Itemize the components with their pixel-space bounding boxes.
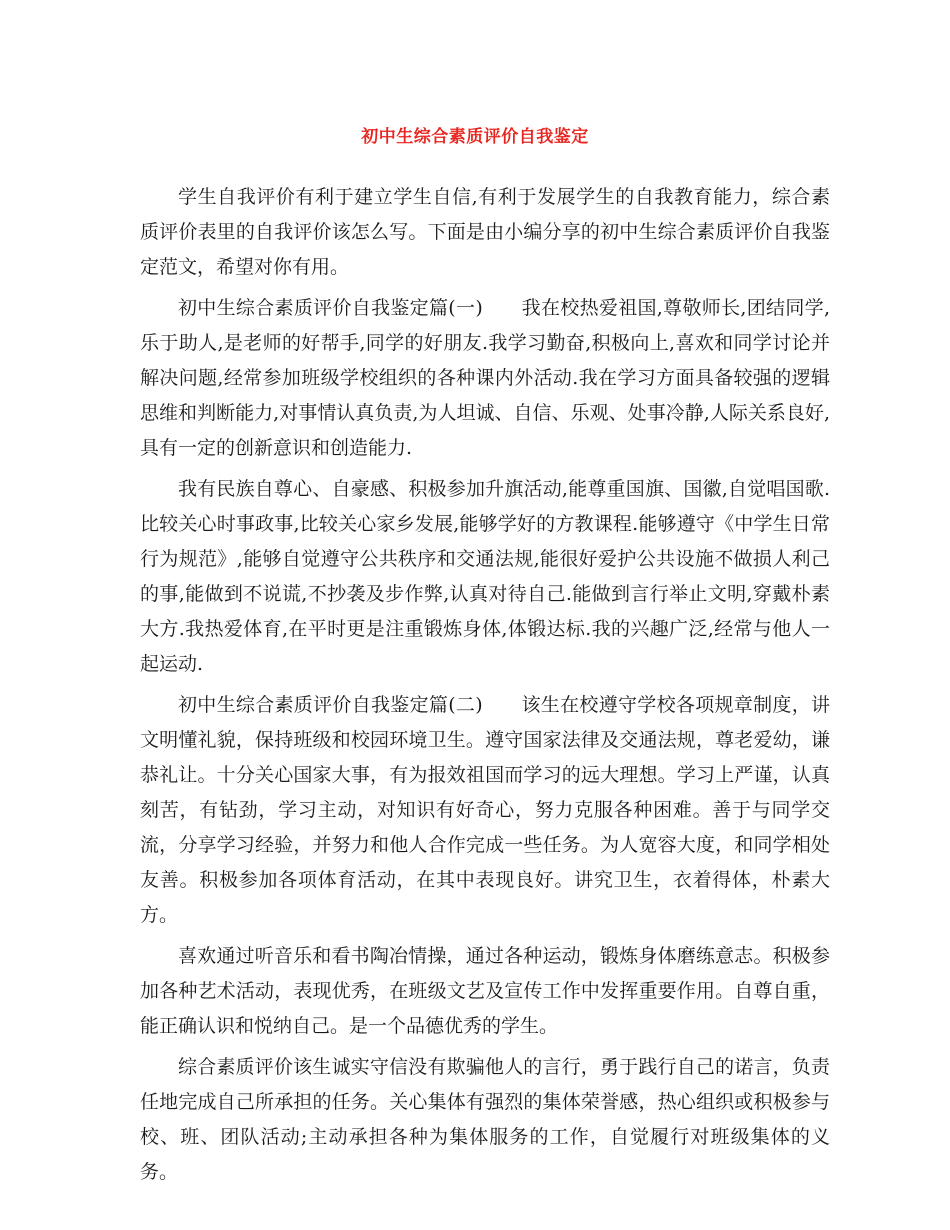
paragraph-part-two: 初中生综合素质评价自我鉴定篇(二) 该生在校遵守学校各项规章制度，讲文明懂礼貌，保持班级和校园环境卫生。遵守国家法律及交通法规，尊老爱幼，谦恭礼让。十分关心国家大事，有为报效祖国而学习的远大理想。学习上严谨，认真刻苦，有钻劲，学习主动，对知识有好奇心，努力克服各种困难。善于与同学交流，分享学习经验，并努力和他人合作完成一些任务。为人宽容大度，和同学相处友善。积极参加各项体育活动，在其中表现良好。讲究卫生，衣着得体，朴素大方。 [140, 694, 830, 926]
document-title: 初中生综合素质评价自我鉴定 [361, 127, 589, 147]
paragraph-intro: 学生自我评价有利于建立学生自信,有利于发展学生的自我教育能力，综合素质评价表里的自我评价该怎么写。下面是由小编分享的初中生综合素质评价自我鉴定范文，希望对你有用。 [140, 186, 830, 278]
paragraph-summary: 综合素质评价该生诚实守信没有欺骗他人的言行，勇于践行自己的诺言，负责任地完成自己所承担的任务。关心集体有强烈的集体荣誉感，热心组织或积极参与校、班、团队活动;主动承担各种为集体服务的工作，自觉履行对班级集体的义务。 [140, 1056, 830, 1183]
paragraph-part-two-continued: 喜欢通过听音乐和看书陶冶情操，通过各种运动，锻炼身体磨练意志。积极参加各种艺术活动，表现优秀，在班级文艺及宣传工作中发挥重要作用。自尊自重，能正确认识和悦纳自己。是一个品德优秀的学生。 [140, 945, 830, 1037]
paragraph-part-one: 初中生综合素质评价自我鉴定篇(一) 我在校热爱祖国,尊敬师长,团结同学,乐于助人,是老师的好帮手,同学的好朋友.我学习勤奋,积极向上,喜欢和同学讨论并解决问题,经常参加班级学校组织的各种课内外活动.我在学习方面具备较强的逻辑思维和判断能力,对事情认真负责,为人坦诚、自信、乐观、处事冷静,人际关系良好,具有一定的创新意识和创造能力. [140, 297, 830, 459]
paragraph-part-one-continued: 我有民族自尊心、自豪感、积极参加升旗活动,能尊重国旗、国徽,自觉唱国歌.比较关心时事政事,比较关心家乡发展,能够学好的方教课程.能够遵守《中学生日常行为规范》,能够自觉遵守公共秩序和交通法规,能很好爱护公共设施不做损人利己的事,能做到不说谎,不抄袭及步作弊,认真对待自己.能做到言行举止文明,穿戴朴素大方.我热爱体育,在平时更是注重锻炼身体,体锻达标.我的兴趣广泛,经常与他人一起运动. [140, 478, 830, 675]
document-body [140, 180, 830, 1196]
